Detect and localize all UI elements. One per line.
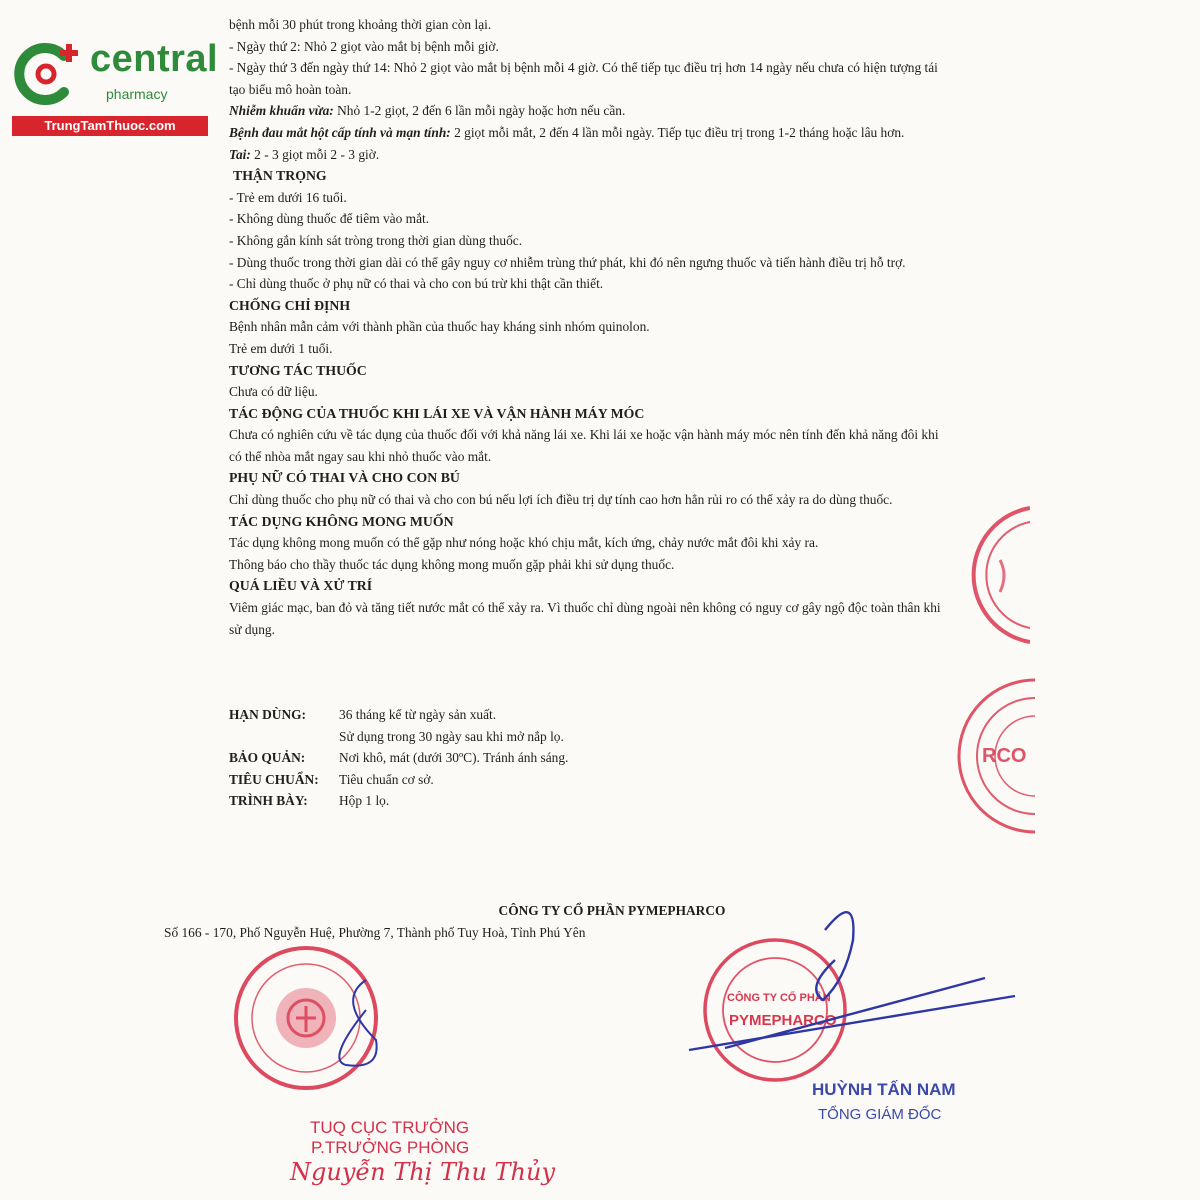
adverse-item: Tác dụng không mong muốn có thể gặp như nóng hoặc khó chịu mắt, kích ứng, chảy nước mắt đôi khi xảy ra. bbox=[229, 535, 819, 551]
body-line: - Ngày thứ 3 đến ngày thứ 14: Nhỏ 2 giọt vào mắt bị bệnh mỗi 4 giờ. Có thể tiếp tục điều trị hơn 14 ngày nếu chưa có hiện tượng tái tạo biểu mô hoàn toàn. bbox=[229, 60, 938, 97]
section-heading: TÁC DỤNG KHÔNG MONG MUỐN bbox=[229, 513, 454, 529]
logo-c-cross-icon bbox=[12, 38, 84, 110]
central-pharmacy-logo[interactable] bbox=[12, 36, 219, 136]
spec-value: 36 tháng kể từ ngày sản xuất. bbox=[339, 707, 497, 722]
left-signature: Nguyễn Thị Thu Thủy bbox=[290, 1158, 556, 1186]
section-heading: QUÁ LIỀU VÀ XỬ TRÍ bbox=[229, 578, 373, 594]
contraindication-item: Bệnh nhân mẫn cảm với thành phần của thuốc hay kháng sinh nhóm quinolon. bbox=[229, 319, 650, 335]
spec-label: TIÊU CHUẨN: bbox=[229, 771, 319, 787]
ministry-stamp-icon bbox=[226, 940, 396, 1100]
director-title: TỔNG GIÁM ĐỐC bbox=[818, 1106, 942, 1123]
logo-subtitle: pharmacy bbox=[106, 86, 168, 102]
product-spec-table bbox=[229, 704, 568, 812]
svg-text:CÔNG TY CỔ PHẦN: CÔNG TY CỔ PHẦN bbox=[727, 992, 831, 1004]
moderate-infection: Nhiễm khuẩn vừa: Nhỏ 1-2 giọt, 2 đến 6 lần mỗi ngày hoặc hơn nếu cần. bbox=[229, 103, 626, 119]
precaution-item: - Không dùng thuốc để tiêm vào mắt. bbox=[229, 211, 430, 227]
precaution-item: - Chỉ dùng thuốc ở phụ nữ có thai và cho con bú trừ khi thật cần thiết. bbox=[229, 276, 604, 292]
svg-text:RCO: RCO bbox=[982, 745, 1027, 767]
precaution-item: - Dùng thuốc trong thời gian dài có thể gây nguy cơ nhiễm trùng thứ phát, khi đó nên ngưng thuốc và tiến hành điều trị hỗ trợ. bbox=[229, 254, 906, 270]
spec-value: Nơi khô, mát (dưới 30ºC). Tránh ánh sáng. bbox=[339, 750, 569, 766]
section-heading: TÁC ĐỘNG CỦA THUỐC KHI LÁI XE VÀ VẬN HÀNH MÁY MÓC bbox=[229, 405, 645, 421]
spec-value: Tiêu chuẩn cơ sở. bbox=[339, 771, 434, 787]
spec-row-presentation bbox=[229, 790, 568, 812]
margin-stamp-bottom-icon bbox=[940, 676, 1035, 836]
logo-name: central bbox=[90, 38, 219, 80]
pregnancy-text: Chỉ dùng thuốc cho phụ nữ có thai và cho con bú nếu lợi ích điều trị dự tính cao hơn hẳn rủi ro có thể xảy ra do dùng thuốc. bbox=[229, 492, 893, 508]
spec-row-shelf-life bbox=[229, 704, 568, 726]
spec-label: TRÌNH BÀY: bbox=[229, 793, 308, 809]
adverse-item: Thông báo cho thầy thuốc tác dụng không mong muốn gặp phải khi sử dụng thuốc. bbox=[229, 556, 675, 572]
spec-label: HẠN DÙNG: bbox=[229, 707, 306, 722]
director-signature-icon bbox=[685, 900, 1030, 1070]
section-heading: THẬN TRỌNG bbox=[233, 168, 327, 184]
section-heading: CHỐNG CHỈ ĐỊNH bbox=[229, 297, 351, 313]
spec-value: Sử dụng trong 30 ngày sau khi mở nắp lọ. bbox=[339, 728, 564, 744]
driving-text: Chưa có nghiên cứu về tác dụng của thuốc đối với khả năng lái xe. Khi lái xe hoặc vận hành máy móc nên tính đến khả năng đôi khi có thể nhòa mắt ngay sau khi nhỏ thuốc vào mắt. bbox=[229, 427, 939, 464]
body-line: bệnh mỗi 30 phút trong khoảng thời gian còn lại. bbox=[229, 17, 492, 32]
precaution-item: - Không gắn kính sát tròng trong thời gian dùng thuốc. bbox=[229, 232, 523, 248]
spec-row-storage bbox=[229, 747, 568, 769]
spec-row-shelf-life-2 bbox=[229, 726, 568, 748]
document-body bbox=[229, 14, 945, 640]
spec-row-standard bbox=[229, 769, 568, 791]
section-heading: TƯƠNG TÁC THUỐC bbox=[229, 362, 367, 378]
margin-stamp-top-icon bbox=[970, 500, 1030, 650]
authorized-line-2: P.TRƯỞNG PHÒNG bbox=[311, 1138, 470, 1157]
ear-dosage: Tai: 2 - 3 giọt mỗi 2 - 3 giờ. bbox=[229, 146, 380, 162]
spec-value: Hộp 1 lọ. bbox=[339, 793, 390, 809]
director-name: HUỲNH TẤN NAM bbox=[812, 1080, 956, 1099]
spec-label: BẢO QUẢN: bbox=[229, 750, 306, 766]
contraindication-item: Trẻ em dưới 1 tuổi. bbox=[229, 340, 333, 356]
interaction-text: Chưa có dữ liệu. bbox=[229, 384, 318, 400]
company-name: CÔNG TY CỔ PHẦN PYMEPHARCO bbox=[498, 903, 726, 918]
trachoma-dosage: Bệnh đau mắt hột cấp tính và mạn tính: 2 giọt mỗi mắt, 2 đến 4 lần mỗi ngày. Tiếp tục điều trị trong 1-2 tháng hoặc lâu hơn. bbox=[229, 124, 905, 140]
company-address: Số 166 - 170, Phố Nguyễn Huệ, Phường 7, Thành phố Tuy Hoà, Tỉnh Phú Yên bbox=[164, 925, 586, 940]
body-line: - Ngày thứ 2: Nhỏ 2 giọt vào mắt bị bệnh mỗi giờ. bbox=[229, 38, 499, 54]
logo-url-badge[interactable]: TrungTamThuoc.com bbox=[12, 116, 208, 136]
svg-text:PYMEPHARCO: PYMEPHARCO bbox=[729, 1012, 837, 1029]
authorized-line-1: TUQ CỤC TRƯỞNG bbox=[310, 1118, 470, 1137]
overdose-text: Viêm giác mạc, ban đỏ và tăng tiết nước mắt có thể xảy ra. Vì thuốc chỉ dùng ngoài nên không có nguy cơ gây ngộ độc toàn thân khi sử dụng. bbox=[229, 600, 941, 637]
section-heading: PHỤ NỮ CÓ THAI VÀ CHO CON BÚ bbox=[229, 470, 460, 486]
authorized-title bbox=[310, 1118, 469, 1158]
precaution-item: - Trẻ em dưới 16 tuổi. bbox=[229, 189, 347, 205]
